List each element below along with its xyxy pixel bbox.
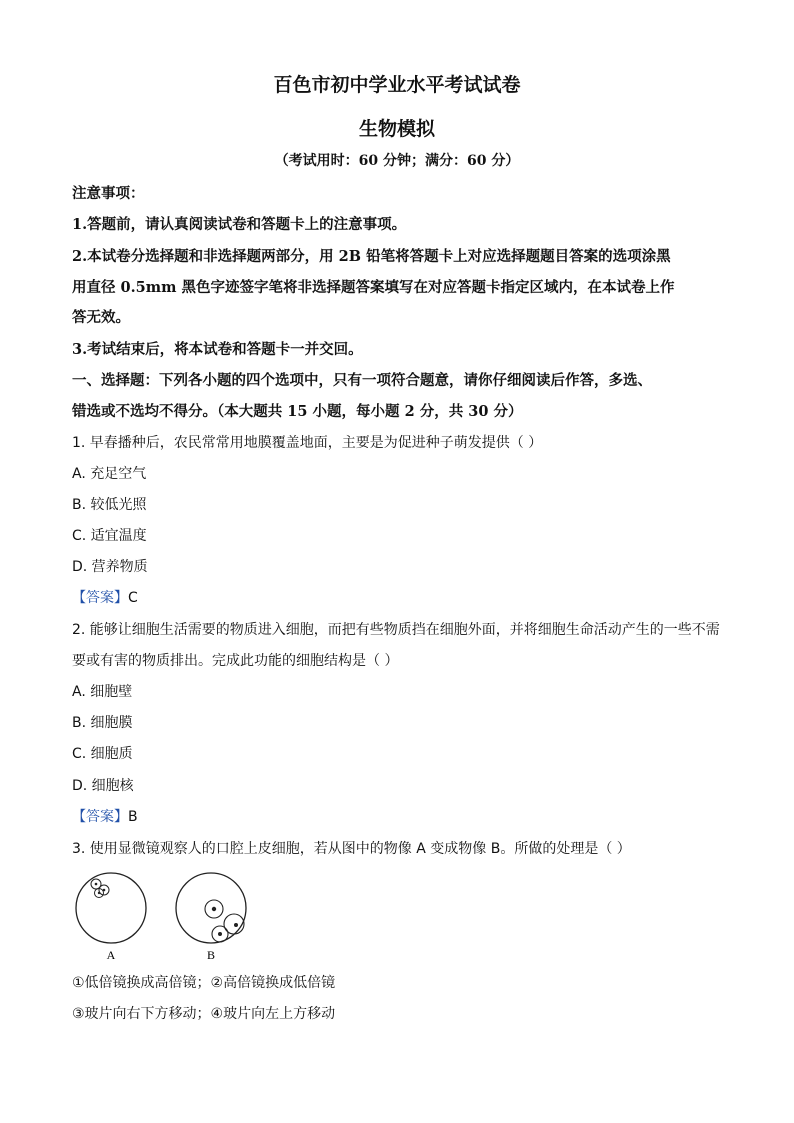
note-item-3: 3.考试结束后，将本试卷和答题卡一并交回。 — [72, 341, 363, 358]
nucleus-a3 — [98, 892, 100, 894]
question-2-answer — [72, 806, 138, 826]
question-2-stem-line-1: 2. 能够让细胞生活需要的物质进入细胞，而把有些物质挡在细胞外面，并将细胞生命活动产生的一些不需 — [72, 622, 720, 638]
question-1-stem: 1. 早春播种后，农民常常用地膜覆盖地面，主要是为促进种子萌发提供（ ） — [72, 435, 543, 451]
section-heading-line-2: 错选或不选均不得分。（本大题共 15 小题，每小题 2 分，共 30 分） — [72, 403, 523, 420]
exam-title: 百色市初中学业水平考试试卷 — [273, 74, 521, 96]
nucleus-b2 — [234, 923, 238, 927]
nucleus-b3 — [218, 932, 222, 936]
question-3-stem: 3. 使用显微镜观察人的口腔上皮细胞，若从图中的物像 A 变成物像 B。所做的处理是（ ） — [72, 841, 631, 857]
section-heading-line-1: 一、选择题：下列各小题的四个选项中，只有一项符合题意，请你仔细阅读后作答，多选、 — [72, 372, 652, 389]
field-of-view-b — [176, 873, 246, 943]
view-b — [176, 873, 246, 962]
question-2-option-a: A. 细胞壁 — [72, 684, 133, 700]
question-1-option-b: B. 较低光照 — [72, 497, 147, 513]
answer-key-label: 【答案】 — [72, 809, 128, 825]
note-item-1: 1.答题前，请认真阅读试卷和答题卡上的注意事项。 — [72, 216, 407, 233]
label-b: B — [206, 948, 216, 962]
question-1-option-c: C. 适宜温度 — [72, 528, 147, 544]
answer-value: C — [128, 590, 138, 606]
question-2-option-d: D. 细胞核 — [72, 778, 134, 794]
view-a — [76, 873, 146, 962]
question-3-choices-line-2: ③玻片向右下方移动；④玻片向左上方移动 — [72, 1006, 336, 1022]
question-2-option-c: C. 细胞质 — [72, 746, 133, 762]
note-item-2-line-3: 答无效。 — [72, 309, 130, 326]
notes-heading: 注意事项： — [72, 185, 145, 202]
label-a: A — [106, 948, 116, 962]
note-item-2-line-1: 2.本试卷分选择题和非选择题两部分，用 2B 铅笔将答题卡上对应选择题题目答案的选项涂黑 — [72, 248, 671, 265]
question-1-option-d: D. 营养物质 — [72, 559, 148, 575]
question-3-choices-line-1: ①低倍镜换成高倍镜；②高倍镜换成低倍镜 — [72, 975, 336, 991]
question-1-option-a: A. 充足空气 — [72, 466, 147, 482]
answer-value: B — [128, 809, 138, 825]
microscope-figure — [70, 866, 260, 964]
question-2-option-b: B. 细胞膜 — [72, 715, 133, 731]
answer-key-label: 【答案】 — [72, 590, 128, 606]
exam-subject: 生物模拟 — [358, 118, 435, 140]
nucleus-b1 — [212, 907, 216, 911]
exam-meta: （考试用时：60 分钟；满分：60 分） — [274, 153, 520, 169]
field-of-view-a — [76, 873, 146, 943]
question-2-stem-line-2: 要或有害的物质排出。完成此功能的细胞结构是（ ） — [72, 653, 399, 669]
note-item-2-line-2: 用直径 0.5mm 黑色字迹签字笔将非选择题答案填写在对应答题卡指定区域内，在本试卷上作 — [72, 279, 675, 296]
nucleus-a1 — [95, 883, 98, 886]
question-1-answer — [72, 587, 138, 607]
